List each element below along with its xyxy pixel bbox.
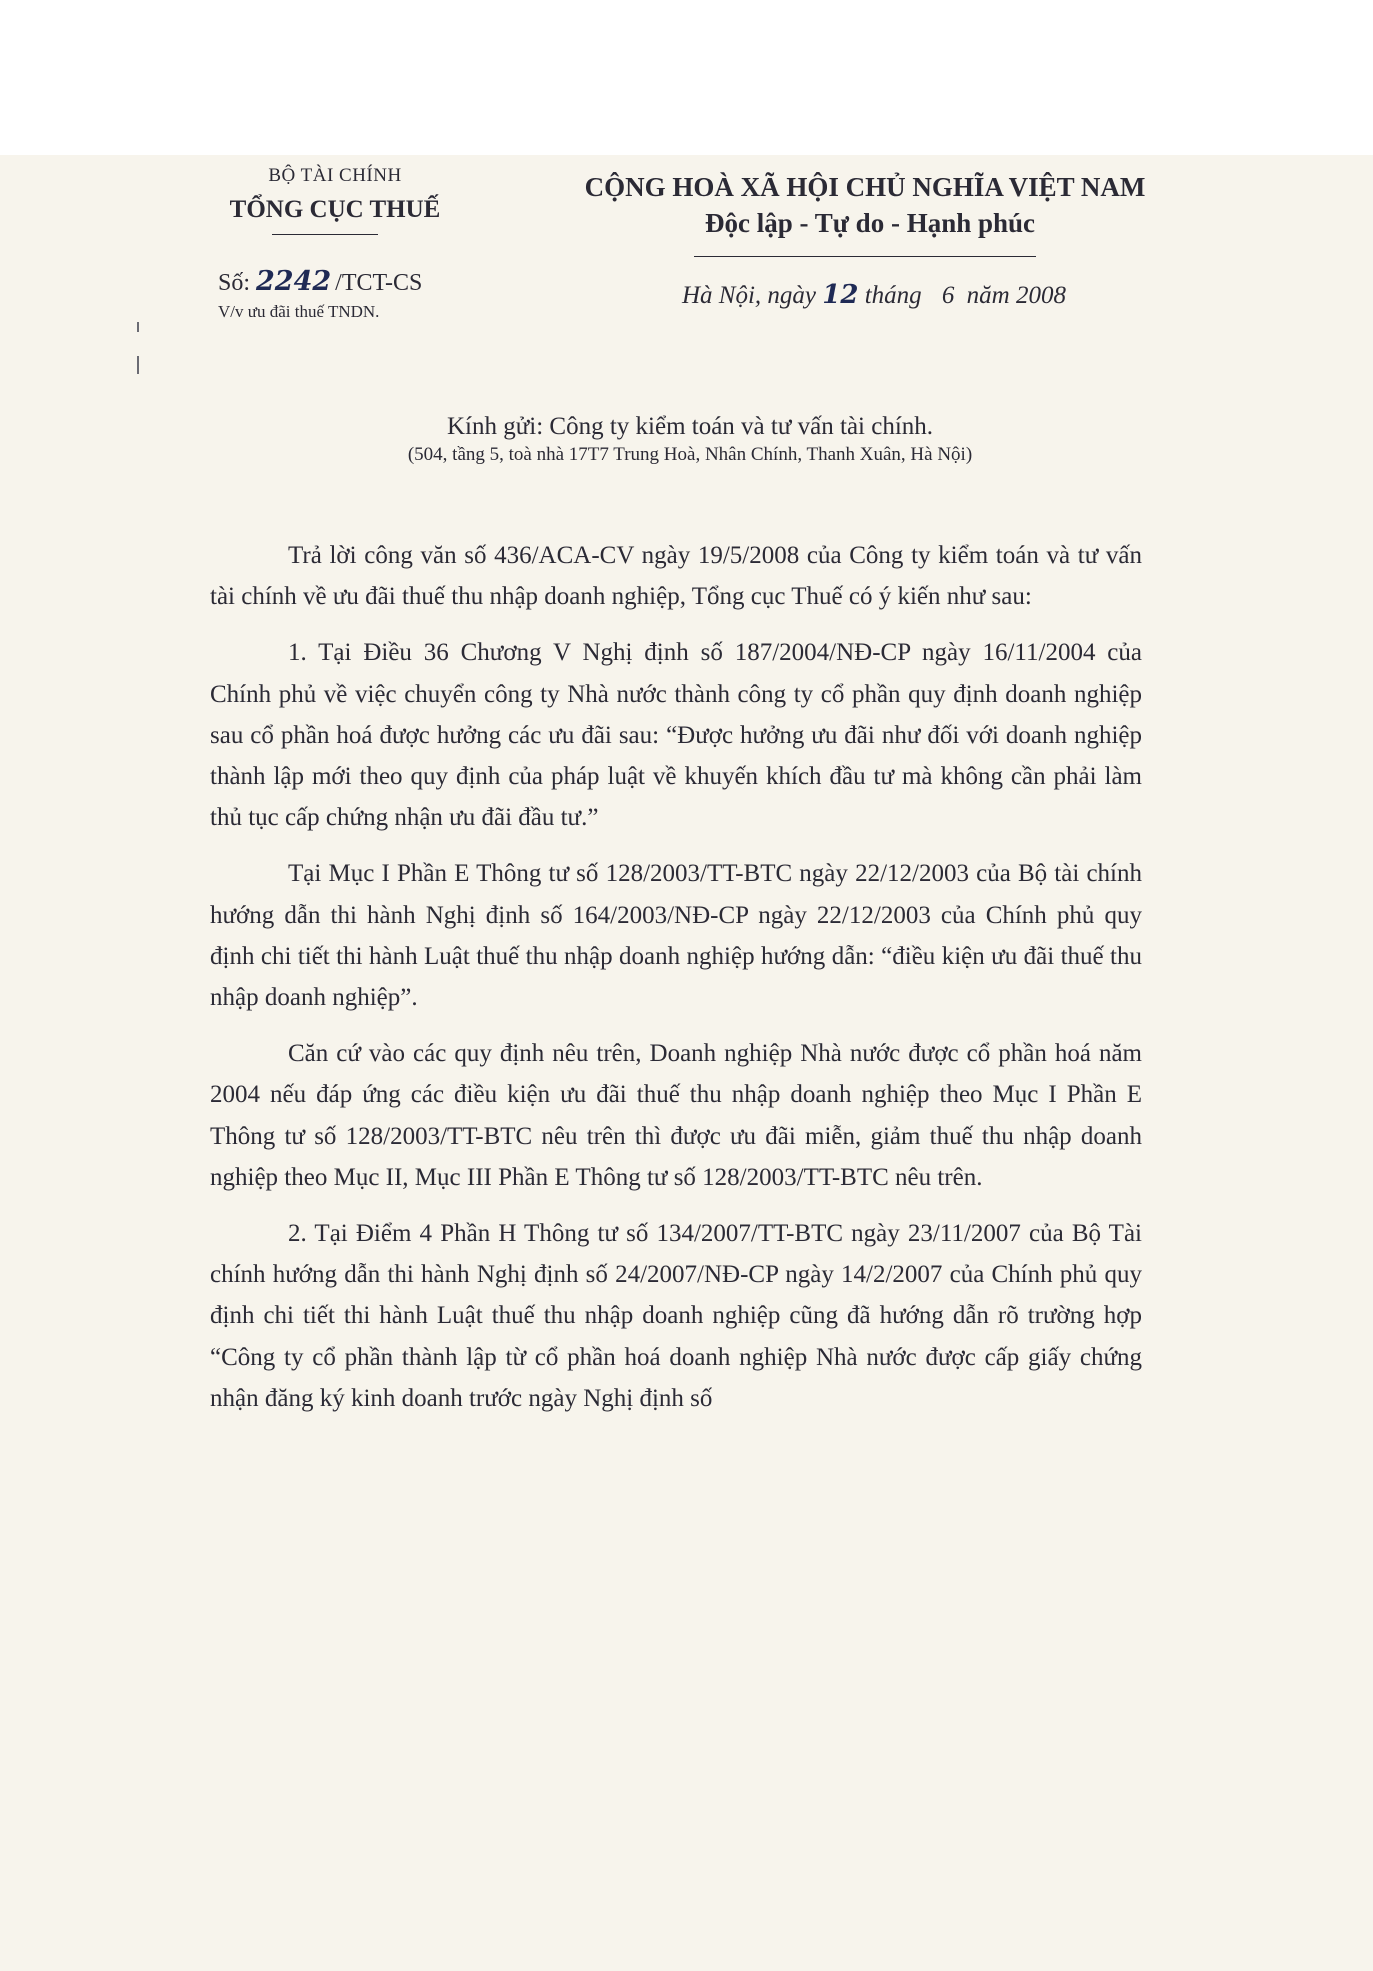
document-number-suffix: /TCT-CS bbox=[335, 270, 423, 296]
body-paragraph-3: Căn cứ vào các quy định nêu trên, Doanh nghiệp Nhà nước được cổ phần hoá năm 2004 nếu đáp ứng các điều kiện ưu đãi thuế thu nhập doanh nghiệp theo Mục I Phần E Thông tư số 128/2003/TT-BTC nêu trên thì được ưu đãi miễn, giảm thuế thu nhập doanh nghiệp theo Mục II, Mục III Phần E Thông tư số 128/2003/TT-BTC nêu trên. bbox=[210, 1040, 1142, 1191]
date-line bbox=[682, 280, 1066, 310]
scan-artifact-mark bbox=[137, 322, 139, 332]
recipient-line: Kính gửi: Công ty kiểm toán và tư vấn tài chính. bbox=[446, 413, 934, 440]
department-underline bbox=[272, 234, 378, 235]
date-place: Hà Nội, ngày bbox=[682, 282, 817, 309]
body-paragraph-1: 1. Tại Điều 36 Chương V Nghị định số 187/2004/NĐ-CP ngày 16/11/2004 của Chính phủ về việc chuyển công ty Nhà nước thành công ty cổ phần quy định doanh nghiệp sau cổ phần hoá được hưởng các ưu đãi sau: “Được hưởng ưu đãi như đối với doanh nghiệp thành lập mới theo quy định của pháp luật về khuyến khích đầu tư mà không cần phải làm thủ tục cấp chứng nhận ưu đãi đầu tư.” bbox=[210, 639, 1142, 832]
scan-artifact-mark bbox=[137, 356, 139, 374]
document-number-prefix: Số: bbox=[218, 270, 251, 296]
letter-body bbox=[210, 535, 1142, 1434]
document-number bbox=[218, 266, 422, 297]
national-motto: Độc lập - Tự do - Hạnh phúc bbox=[704, 208, 1036, 238]
date-month-label: tháng bbox=[864, 282, 922, 309]
body-paragraph-4: 2. Tại Điểm 4 Phần H Thông tư số 134/2007/TT-BTC ngày 23/11/2007 của Bộ Tài chính hướng dẫn thi hành Nghị định số 24/2007/NĐ-CP ngày 14/2/2007 của Chính phủ quy định chi tiết thi hành Luật thuế thu nhập doanh nghiệp cũng đã hướng dẫn rõ trường hợp “Công ty cổ phần thành lập từ cổ phần hoá doanh nghiệp Nhà nước được cấp giấy chứng nhận đăng ký kinh doanh trước ngày Nghị định số bbox=[210, 1220, 1142, 1412]
national-title: CỘNG HOÀ XÃ HỘI CHỦ NGHĨA VIỆT NAM bbox=[584, 172, 1146, 202]
document-number-handwritten: 2242 bbox=[256, 266, 332, 297]
body-intro-paragraph: Trả lời công văn số 436/ACA-CV ngày 19/5/2008 của Công ty kiểm toán và tư vấn tài chính về ưu đãi thuế thu nhập doanh nghiệp, Tổng cục Thuế có ý kiến như sau: bbox=[210, 542, 1142, 611]
date-year: năm 2008 bbox=[966, 282, 1066, 309]
department-name: TỔNG CỤC THUẾ bbox=[229, 196, 441, 223]
ministry-name: BỘ TÀI CHÍNH bbox=[268, 165, 402, 186]
body-paragraph-2: Tại Mục I Phần E Thông tư số 128/2003/TT-BTC ngày 22/12/2003 của Bộ tài chính hướng dẫn thi hành Nghị định số 164/2003/NĐ-CP ngày 22/12/2003 của Chính phủ quy định chi tiết thi hành Luật thuế thu nhập doanh nghiệp hướng dẫn: “điều kiện ưu đãi thuế thu nhập doanh nghiệp”. bbox=[210, 860, 1142, 1012]
recipient-address: (504, tầng 5, toà nhà 17T7 Trung Hoà, Nhân Chính, Thanh Xuân, Hà Nội) bbox=[407, 444, 973, 465]
date-month: 6 bbox=[941, 282, 955, 309]
top-blank-band bbox=[0, 0, 1373, 155]
date-day: 12 bbox=[822, 280, 859, 310]
motto-underline bbox=[694, 256, 1036, 257]
document-subject: V/v ưu đãi thuế TNDN. bbox=[218, 302, 380, 321]
